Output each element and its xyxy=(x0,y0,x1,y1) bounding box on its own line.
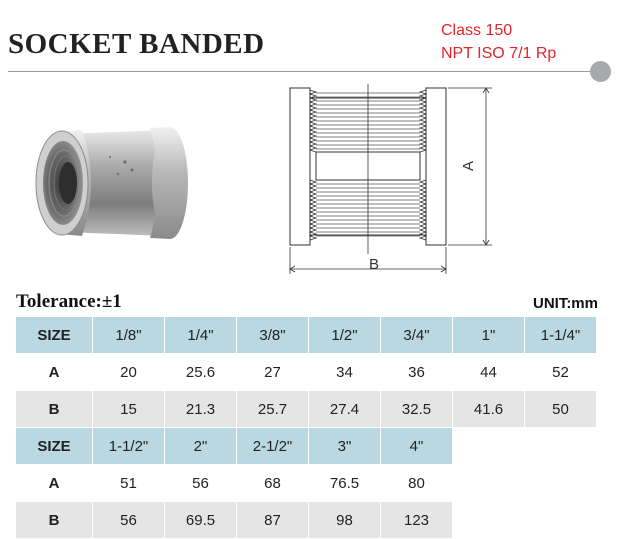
dimension-a-label: A xyxy=(460,160,477,172)
size-cell: 2" xyxy=(165,428,237,465)
b-cell: 27.4 xyxy=(309,391,381,428)
dimension-table xyxy=(15,316,597,539)
empty-cell xyxy=(453,502,525,539)
dimension-b-label: B xyxy=(368,256,380,273)
size-cell: 1" xyxy=(453,317,525,354)
table-row xyxy=(16,428,597,465)
a-cell: 56 xyxy=(165,465,237,502)
b-cell: 15 xyxy=(93,391,165,428)
size-cell: 1/4" xyxy=(165,317,237,354)
empty-cell xyxy=(525,428,597,465)
a-cell: 80 xyxy=(381,465,453,502)
a-cell: 25.6 xyxy=(165,354,237,391)
b-cell: 32.5 xyxy=(381,391,453,428)
empty-cell xyxy=(453,428,525,465)
class-rating: Class 150 xyxy=(441,22,513,39)
size-header: SIZE xyxy=(16,428,93,465)
table-row xyxy=(16,465,597,502)
b-cell: 21.3 xyxy=(165,391,237,428)
b-cell: 69.5 xyxy=(165,502,237,539)
a-cell: 51 xyxy=(93,465,165,502)
a-cell: 44 xyxy=(453,354,525,391)
a-cell: 36 xyxy=(381,354,453,391)
size-header: SIZE xyxy=(16,317,93,354)
size-cell: 3" xyxy=(309,428,381,465)
b-cell: 50 xyxy=(525,391,597,428)
product-photo xyxy=(30,112,200,252)
b-cell: 25.7 xyxy=(237,391,309,428)
a-cell: 34 xyxy=(309,354,381,391)
b-cell: 87 xyxy=(237,502,309,539)
table-row xyxy=(16,317,597,354)
size-cell: 2-1/2" xyxy=(237,428,309,465)
empty-cell xyxy=(525,502,597,539)
decorative-dot xyxy=(590,61,611,82)
header-divider xyxy=(8,71,596,72)
b-cell: 56 xyxy=(93,502,165,539)
size-cell: 1-1/4" xyxy=(525,317,597,354)
b-cell: 98 xyxy=(309,502,381,539)
size-cell: 1-1/2" xyxy=(93,428,165,465)
size-cell: 3/8" xyxy=(237,317,309,354)
a-cell: 20 xyxy=(93,354,165,391)
size-cell: 1/8" xyxy=(93,317,165,354)
a-cell: 52 xyxy=(525,354,597,391)
a-cell: 68 xyxy=(237,465,309,502)
tolerance-label: Tolerance:±1 xyxy=(16,291,122,312)
thread-standard: NPT ISO 7/1 Rp xyxy=(441,45,557,62)
b-header: B xyxy=(16,502,93,539)
size-cell: 1/2" xyxy=(309,317,381,354)
a-header: A xyxy=(16,354,93,391)
page-title: SOCKET BANDED xyxy=(8,28,265,60)
b-cell: 41.6 xyxy=(453,391,525,428)
b-cell: 123 xyxy=(381,502,453,539)
table-row xyxy=(16,502,597,539)
a-header: A xyxy=(16,465,93,502)
a-cell: 27 xyxy=(237,354,309,391)
b-header: B xyxy=(16,391,93,428)
size-cell: 4" xyxy=(381,428,453,465)
a-cell: 76.5 xyxy=(309,465,381,502)
empty-cell xyxy=(525,465,597,502)
empty-cell xyxy=(453,465,525,502)
unit-label: UNIT:mm xyxy=(532,295,598,312)
size-cell: 3/4" xyxy=(381,317,453,354)
table-row xyxy=(16,391,597,428)
table-row xyxy=(16,354,597,391)
technical-drawing xyxy=(280,84,500,279)
